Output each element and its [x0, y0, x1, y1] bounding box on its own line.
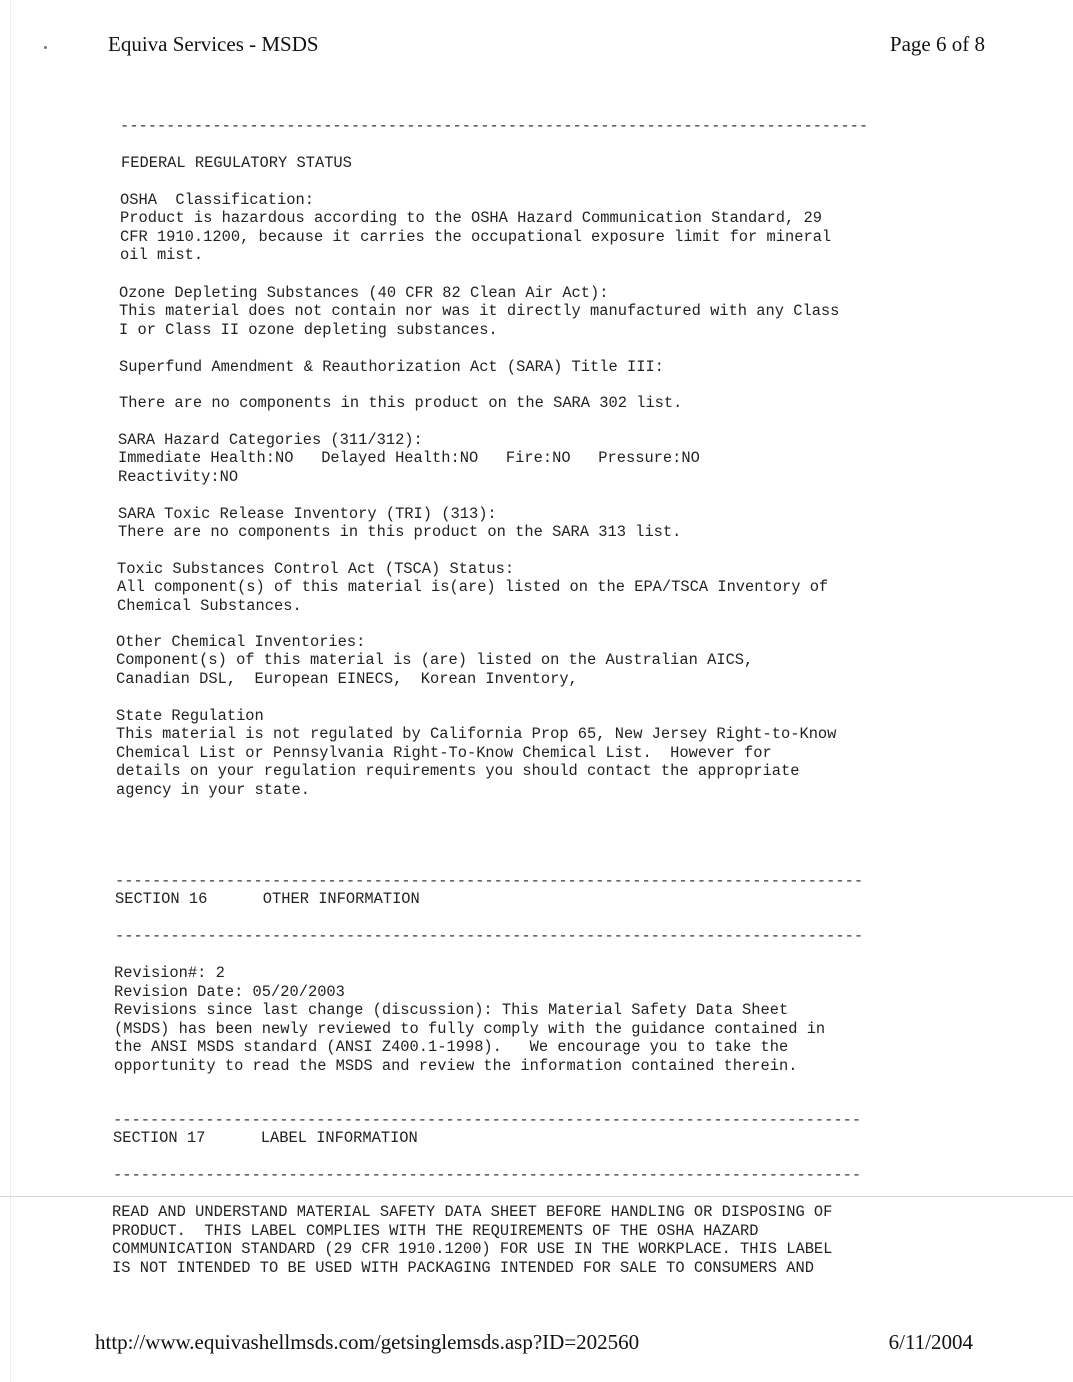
- divider-rule: ---------------------------------------------------------------------------------: [115, 872, 864, 890]
- other-inventories-text: Component(s) of this material is (are) listed on the Australian AICS, Canadian DSL, European EINECS, Korean Inventory,: [116, 651, 754, 688]
- sara-label: Superfund Amendment & Reauthorization Act (SARA) Title III:: [119, 358, 664, 376]
- section-17-heading: SECTION 17 LABEL INFORMATION: [113, 1129, 418, 1147]
- tsca-label: Toxic Substances Control Act (TSCA) Status:: [117, 560, 515, 578]
- tsca-text: All component(s) of this material is(are) listed on the EPA/TSCA Inventory of Chemical Substances.: [117, 578, 829, 615]
- sara-302-text: There are no components in this product on the SARA 302 list.: [119, 394, 683, 412]
- scan-edge: [10, 0, 11, 1382]
- divider-rule: ---------------------------------------------------------------------------------: [113, 1166, 862, 1184]
- print-date: 6/11/2004: [888, 1330, 973, 1354]
- scan-speck: [44, 46, 47, 49]
- tri-label: SARA Toxic Release Inventory (TRI) (313):: [118, 505, 497, 523]
- state-regulation-label: State Regulation: [116, 707, 264, 725]
- ozone-label: Ozone Depleting Substances (40 CFR 82 Clean Air Act):: [119, 284, 609, 302]
- page-number: Page 6 of 8: [889, 32, 985, 56]
- tri-text: There are no components in this product on the SARA 313 list.: [118, 523, 682, 541]
- document-title: Equiva Services - MSDS: [108, 32, 319, 56]
- federal-heading: FEDERAL REGULATORY STATUS: [121, 154, 352, 172]
- divider-rule: ---------------------------------------------------------------------------------: [120, 117, 869, 135]
- other-inventories-label: Other Chemical Inventories:: [116, 633, 366, 651]
- ozone-text: This material does not contain nor was it directly manufactured with any Class I or Class II ozone depleting substances.: [119, 302, 840, 339]
- section-16-text: Revision#: 2 Revision Date: 05/20/2003 Revisions since last change (discussion): This Material Safety Data Sheet (MSDS) has been newly reviewed to fully comply with the guidance contained in the ANSI MSDS standard (ANSI Z400.1-1998). We encourage you to take the opportunity to read the MSDS and review the information contained therein.: [114, 964, 826, 1075]
- osha-text: Product is hazardous according to the OSHA Hazard Communication Standard, 29 CFR 1910.1200, because it carries the occupational exposure limit for mineral oil mist.: [120, 209, 832, 264]
- state-regulation-text: This material is not regulated by California Prop 65, New Jersey Right-to-Know Chemical List or Pennsylvania Right-To-Know Chemical List. However for details on your regulation requirements you should contact the appropriate agency in your state.: [116, 725, 837, 799]
- divider-rule: ---------------------------------------------------------------------------------: [113, 1111, 862, 1129]
- divider-rule: ---------------------------------------------------------------------------------: [115, 927, 864, 945]
- hazard-label: SARA Hazard Categories (311/312):: [118, 431, 423, 449]
- source-url: http://www.equivashellmsds.com/getsinglemsds.asp?ID=202560: [95, 1330, 640, 1354]
- osha-label: OSHA Classification:: [120, 191, 314, 209]
- section-17-text: READ AND UNDERSTAND MATERIAL SAFETY DATA SHEET BEFORE HANDLING OR DISPOSING OF PRODUCT. THIS LABEL COMPLIES WITH THE REQUIREMENTS OF THE OSHA HAZARD COMMUNICATION STANDARD (29 CFR 1910.1200) FOR USE IN THE WORKPLACE. THIS LABEL IS NOT INTENDED TO BE USED WITH PACKAGING INTENDED FOR SALE TO CONSUMERS AND: [112, 1203, 833, 1277]
- hazard-text: Immediate Health:NO Delayed Health:NO Fire:NO Pressure:NO Reactivity:NO: [118, 449, 700, 486]
- scan-divider: [0, 1196, 1073, 1197]
- section-16-heading: SECTION 16 OTHER INFORMATION: [115, 890, 420, 908]
